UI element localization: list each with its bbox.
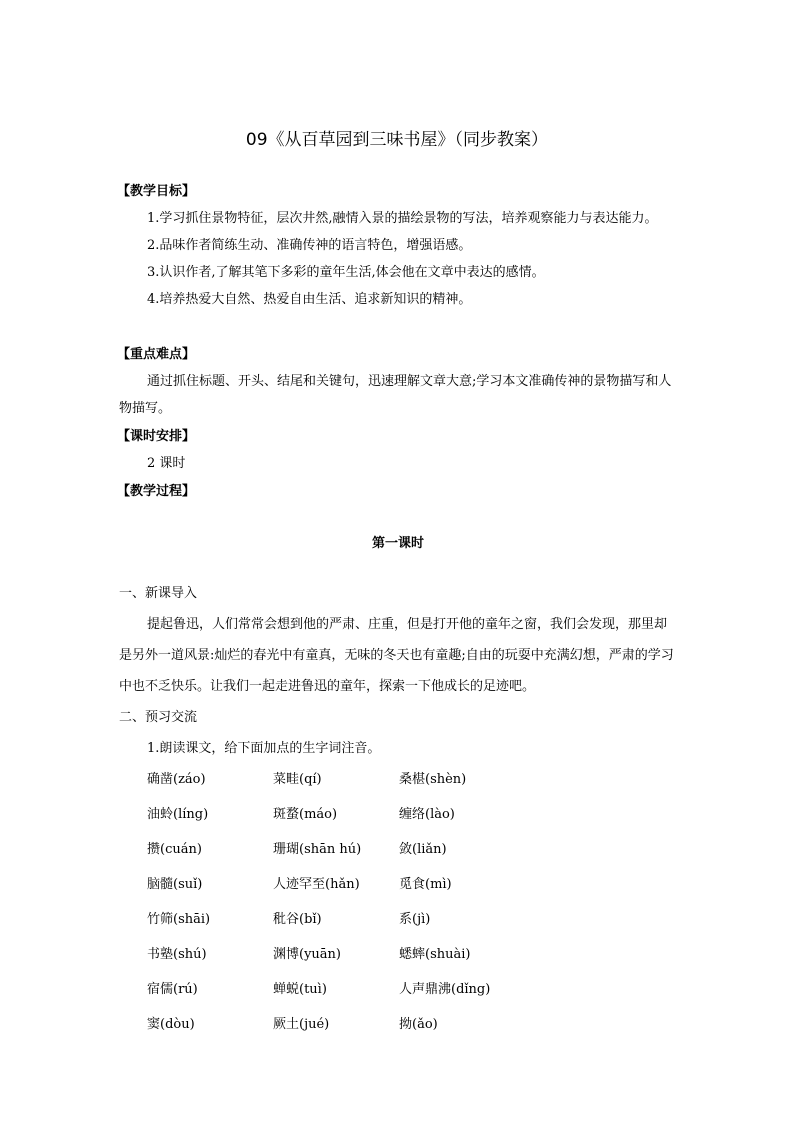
part1-heading: 一、新课导入 — [119, 586, 198, 601]
goal-item-3: 3.认识作者,了解其笔下多彩的童年生活,体会他在文章中表达的感情。 — [147, 265, 545, 280]
schedule-text: 2 课时 — [147, 456, 186, 471]
vocab-item: 拗(ǎo) — [399, 1017, 438, 1032]
lesson1-part2 — [119, 702, 677, 1040]
process-heading: 【教学过程】 — [117, 484, 196, 499]
vocab-item: 竹筛(shāi) — [147, 912, 211, 927]
schedule-heading: 【课时安排】 — [117, 429, 196, 444]
goal-item-1: 1.学习抓住景物特征，层次井然,融情入景的描绘景物的写法，培养观察能力与表达能力。 — [147, 211, 658, 226]
vocab-item: 脑髓(suǐ) — [147, 877, 203, 892]
part2-heading: 二、预习交流 — [119, 710, 198, 725]
vocab-item: 斑蝥(máo) — [273, 807, 338, 822]
vocab-item: 桑椹(shèn) — [399, 772, 467, 787]
goal-item-2: 2.品味作者简练生动、准确传神的语言特色，增强语感。 — [147, 238, 472, 253]
vocab-item: 敛(liǎn) — [399, 842, 447, 857]
lesson1-block — [119, 530, 677, 557]
section-goals — [119, 178, 677, 313]
vocab-item: 油蛉(líng) — [147, 807, 209, 822]
document-title: 09《从百草园到三味书屋》（同步教案） — [245, 130, 549, 150]
vocab-item: 确凿(záo) — [147, 772, 206, 787]
section-schedule — [119, 423, 677, 477]
vocab-item: 秕谷(bǐ) — [273, 912, 322, 927]
vocab-item: 人声鼎沸(dǐng) — [399, 982, 491, 997]
vocab-item: 厥土(jué) — [273, 1017, 330, 1032]
vocab-item: 窦(dòu) — [147, 1017, 195, 1032]
vocab-item: 菜畦(qí) — [273, 772, 322, 787]
vocab-item: 书塾(shú) — [147, 947, 207, 962]
vocab-item: 珊瑚(shān hú) — [273, 842, 362, 857]
vocab-item: 缠络(lào) — [399, 807, 455, 822]
vocab-item: 蝉蜕(tuì) — [273, 982, 327, 997]
key-points-text: 通过抓住标题、开头、结尾和关键句，迅速理解文章大意;学习本文准确传神的景物描写和人物描写。 — [119, 374, 672, 416]
lesson1-title: 第一课时 — [371, 536, 424, 551]
vocab-item: 宿儒(rú) — [147, 982, 198, 997]
section-key-points — [119, 341, 677, 422]
goals-heading: 【教学目标】 — [117, 184, 196, 199]
vocab-grid — [147, 764, 677, 1040]
vocab-item: 觅食(mì) — [399, 877, 452, 892]
goal-item-4: 4.培养热爱大自然、热爱自由生活、追求新知识的精神。 — [147, 292, 472, 307]
vocab-item: 渊博(yuān) — [273, 947, 341, 962]
lesson1-part1 — [119, 578, 677, 702]
vocab-item: 系(jì) — [399, 912, 431, 927]
vocab-item: 攒(cuán) — [147, 842, 202, 857]
section-process — [119, 478, 677, 505]
part1-text: 提起鲁迅，人们常常会想到他的严肃、庄重，但是打开他的童年之窗，我们会发现，那里却是另外一道风景:灿烂的春光中有童真，无味的冬天也有童趣;自由的玩耍中充满幻想，严肃的学习中也不乏快乐。让我们一起走进鲁迅的童年，探索一下他成长的足迹吧。 — [119, 617, 674, 694]
key-points-heading: 【重点难点】 — [117, 347, 196, 362]
vocab-item: 人迹罕至(hǎn) — [273, 877, 360, 892]
vocab-item: 蟋蟀(shuài) — [399, 947, 471, 962]
part2-instruction: 1.朗读课文，给下面加点的生字词注音。 — [147, 741, 381, 756]
